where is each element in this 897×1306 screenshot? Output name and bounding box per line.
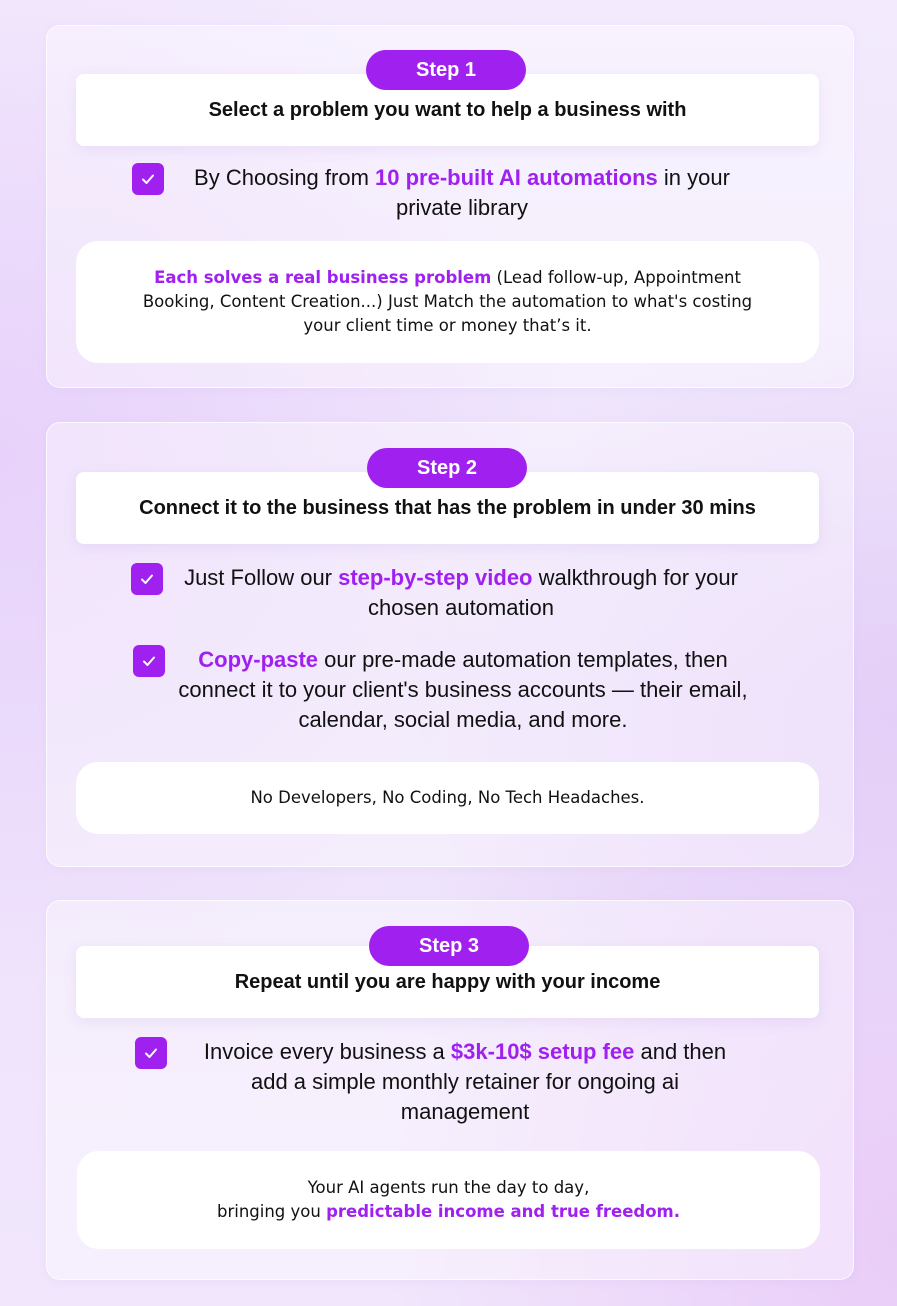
step-2-heading: Connect it to the business that has the problem in under 30 mins <box>76 472 819 544</box>
step-1-note <box>76 241 819 363</box>
step-3-note-text: Your AI agents run the day to day, bringing you predictable income and true freedom. <box>216 1178 680 1221</box>
step-2-note-text: No Developers, No Coding, No Tech Headaches. <box>250 788 645 807</box>
step-2-pill: Step 2 <box>367 448 527 488</box>
step-3-item-1-checkbox <box>135 1037 167 1069</box>
highlight-text: predictable income and true freedom. <box>326 1202 680 1221</box>
check-icon <box>139 170 157 188</box>
check-icon <box>138 570 156 588</box>
step-1-note-text: Each solves a real business problem (Lead follow-up, Appointment Booking, Content Creation...) Just Match the automation to what's costing your client time or money that’s it. <box>142 268 753 335</box>
highlight-text: Each solves a real business problem <box>154 268 492 287</box>
highlight-text: Copy-paste <box>198 647 319 672</box>
check-icon <box>142 1044 160 1062</box>
highlight-text: $3k-10$ setup fee <box>450 1039 635 1064</box>
step-1-item-1-text: By Choosing from 10 pre-built AI automations in your private library <box>194 165 730 220</box>
step-1-pill: Step 1 <box>366 50 526 90</box>
highlight-text: step-by-step video <box>338 565 533 590</box>
step-2-item-2-checkbox <box>133 645 165 677</box>
check-icon <box>140 652 158 670</box>
highlight-text: 10 pre-built AI automations <box>375 165 658 190</box>
step-3-pill: Step 3 <box>369 926 529 966</box>
step-1-heading: Select a problem you want to help a business with <box>76 74 819 146</box>
step-2-item-1-text: Just Follow our step-by-step video walkthrough for your chosen automation <box>184 565 738 620</box>
step-1-item-1-checkbox <box>132 163 164 195</box>
step-2-note <box>76 762 819 834</box>
step-3-heading: Repeat until you are happy with your income <box>76 946 819 1018</box>
step-2-item-1-checkbox <box>131 563 163 595</box>
step-3-item-1-text: Invoice every business a $3k-10$ setup fee and then add a simple monthly retainer for ongoing ai management <box>203 1039 727 1124</box>
step-3-note <box>77 1151 820 1249</box>
step-2-item-2-text: Copy-paste our pre-made automation templates, then connect it to your client's business accounts — their email, calendar, social media, and more. <box>178 647 748 732</box>
